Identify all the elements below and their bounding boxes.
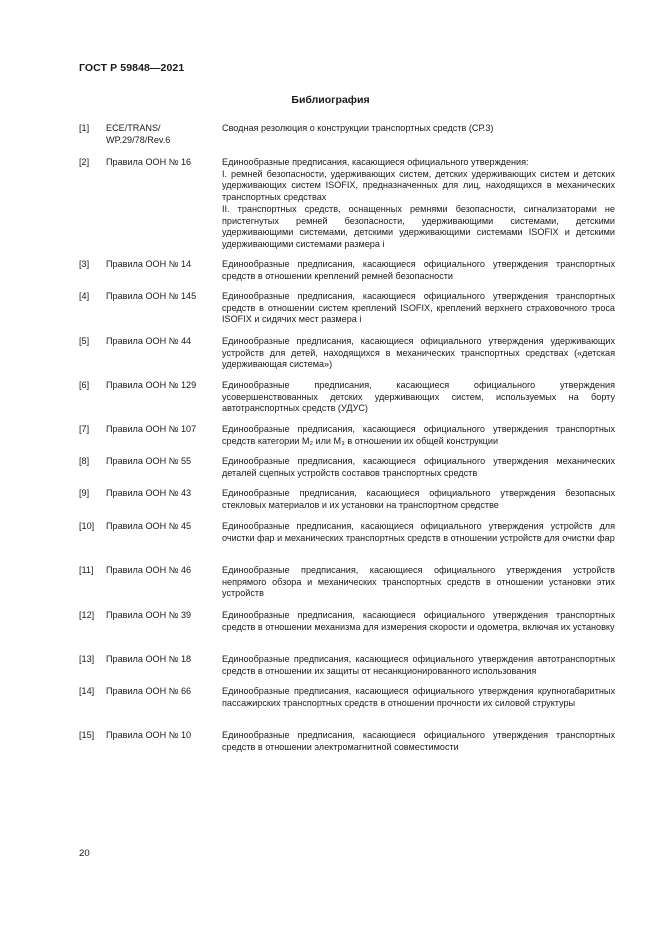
entry-description (222, 157, 615, 251)
entry-number: [7] (79, 424, 90, 434)
bibliography-list (79, 123, 615, 762)
section-title: Библиография (291, 94, 370, 106)
bibliography-entry (79, 291, 615, 336)
entry-code: Правила ООН № 18 (106, 654, 192, 664)
bibliography-entry (79, 686, 615, 730)
entry-code: Правила ООН № 46 (106, 565, 192, 575)
entry-code: Правила ООН № 16 (106, 157, 192, 167)
entry-number: [4] (79, 291, 90, 301)
entry-line: I. ремней безопасности, удерживающих систем, детских удерживающих систем и детских удерживающих систем ISOFIX, предназначенных для лиц, находящихся в механических транспортных средствах (222, 168, 615, 203)
entry-code: Правила ООН № 44 (106, 336, 192, 346)
entry-line: II. транспортных средств, оснащенных ремнями безопасности, сигнализаторами не пристегнутых ремней безопасности, удерживающими системами, детскими удерживающими системами, детскими удерживающими системами ISOFIX и детскими удерживающими системами размера i (222, 203, 615, 249)
entry-line: Сводная резолюция о конструкции транспортных средств (СР.3) (222, 123, 494, 133)
entry-line: Единообразные предписания, касающиеся официального утверждения транспортных средств в отношении механизма для измерения скорости и одометра, включая их установку (222, 610, 615, 632)
bibliography-entry (79, 521, 615, 565)
entry-line: Единообразные предписания, касающиеся официального утверждения транспортных средств в отношении систем креплений ISOFIX, креплений верхнего страховочного троса ISOFIX и сидячих мест размера i (222, 291, 615, 325)
bibliography-entry (79, 610, 615, 654)
entry-line: Единообразные предписания, касающиеся официального утверждения усовершенствованных детских удерживающих систем, используемых на борту автотранспортных средств (УДУС) (222, 380, 615, 414)
entry-number: [10] (79, 521, 95, 531)
entry-description (222, 730, 615, 753)
bibliography-entry (79, 424, 615, 456)
entry-code: Правила ООН № 107 (106, 424, 197, 434)
entry-number: [6] (79, 380, 90, 390)
entry-description (222, 610, 615, 633)
entry-description (222, 291, 615, 326)
bibliography-entry (79, 123, 615, 157)
entry-description (222, 654, 615, 677)
bibliography-entry (79, 259, 615, 291)
entry-description (222, 380, 615, 415)
entry-line: Единообразные предписания, касающиеся официального утверждения автотранспортных средств в отношении их защиты от несанкционированного использования (222, 654, 615, 676)
entry-line: Единообразные предписания, касающиеся официального утверждения транспортных средств в отношении электромагнитной совместимости (222, 730, 615, 752)
entry-description (222, 123, 615, 135)
entry-description (222, 686, 615, 709)
entry-line: Единообразные предписания, касающиеся официального утверждения транспортных средств категории M₂ или M₃ в отношении их общей конструкции (222, 424, 615, 446)
entry-code: Правила ООН № 14 (106, 259, 192, 269)
entry-line: Единообразные предписания, касающиеся официального утверждения безопасных стекловых материалов и их установки на транспортном средстве (222, 488, 615, 510)
bibliography-entry (79, 336, 615, 380)
entry-line: Единообразные предписания, касающиеся официального утверждения крупногабаритных пассажирских транспортных средств в отношении прочности их силовой структуры (222, 686, 615, 708)
bibliography-entry (79, 654, 615, 686)
entry-number: [5] (79, 336, 90, 346)
entry-number: [8] (79, 456, 90, 466)
entry-line: Единообразные предписания, касающиеся официального утверждения удерживающих устройств для детей, находящихся в механических транспортных средствах («детская удерживающая система») (222, 336, 615, 370)
entry-code: Правила ООН № 45 (106, 521, 192, 531)
entry-description (222, 488, 615, 511)
entry-number: [15] (79, 730, 95, 740)
entry-number: [12] (79, 610, 95, 620)
entry-code: ECE/TRANS/ WP.29/78/Rev.6 (106, 123, 171, 145)
bibliography-entry (79, 157, 615, 259)
entry-number: [9] (79, 488, 90, 498)
entry-line: Единообразные предписания, касающиеся официального утверждения механических деталей сцепных устройств составов транспортных средств (222, 456, 615, 478)
bibliography-entry (79, 565, 615, 610)
entry-number: [2] (79, 157, 90, 167)
entry-code: Правила ООН № 66 (106, 686, 192, 696)
entry-code: Правила ООН № 43 (106, 488, 192, 498)
entry-number: [13] (79, 654, 95, 664)
entry-number: [11] (79, 565, 94, 575)
entry-line: Единообразные предписания, касающиеся официального утверждения: (222, 157, 529, 167)
bibliography-entry (79, 380, 615, 424)
entry-code: Правила ООН № 10 (106, 730, 192, 740)
bibliography-entry (79, 730, 615, 762)
entry-code: Правила ООН № 129 (106, 380, 197, 390)
bibliography-entry (79, 456, 615, 488)
entry-description (222, 259, 615, 282)
entry-code: Правила ООН № 55 (106, 456, 192, 466)
entry-line: Единообразные предписания, касающиеся официального утверждения устройств непрямого обзора и механических транспортных средств в отношении установки этих устройств (222, 565, 615, 599)
entry-description (222, 424, 615, 447)
entry-number: [14] (79, 686, 95, 696)
entry-number: [3] (79, 259, 90, 269)
document-header: ГОСТ Р 59848—2021 (79, 62, 185, 74)
entry-code: Правила ООН № 39 (106, 610, 192, 620)
entry-line: Единообразные предписания, касающиеся официального утверждения устройств для очистки фар и механических транспортных средств в отношении устройств для очистки фар (222, 521, 615, 543)
entry-code: Правила ООН № 145 (106, 291, 197, 301)
entry-description (222, 565, 615, 600)
entry-description (222, 456, 615, 479)
bibliography-entry (79, 488, 615, 521)
page-number: 20 (79, 848, 90, 859)
entry-description (222, 521, 615, 544)
entry-number: [1] (79, 123, 90, 133)
entry-line: Единообразные предписания, касающиеся официального утверждения транспортных средств в отношении креплений ремней безопасности (222, 259, 615, 281)
entry-description (222, 336, 615, 371)
